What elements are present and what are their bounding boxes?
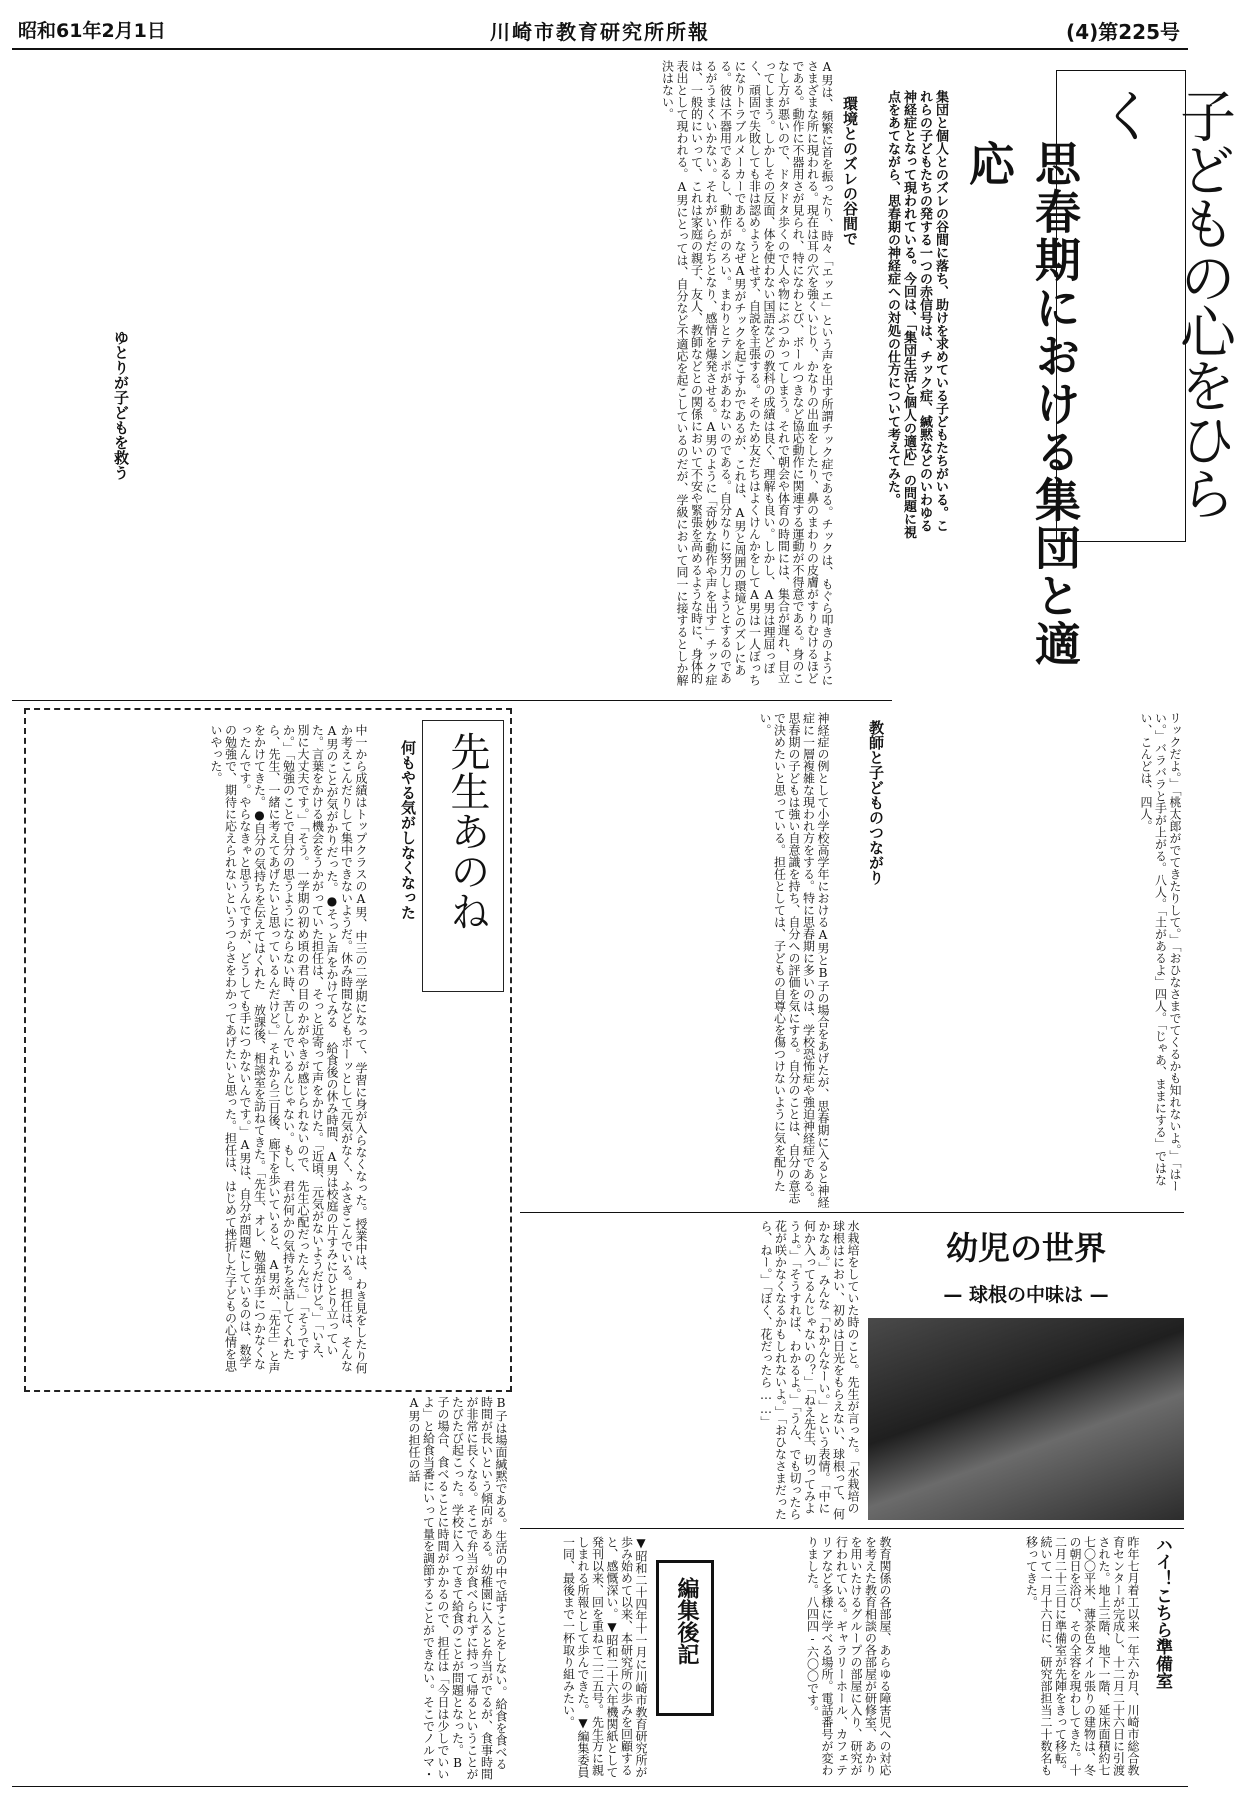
kids-world-body: 水栽培をしていた時のこと。先生が言った。「水栽培の球根はにおい、初めは日光をもらえない、球根って、何かなあ。」みんな「わかんなーい。」という表情。「中に何か入ってるんじゃないの？」「ねえ先生、切ってみようよ。」「そうすれば、わかるよ。」「うん、でも切ったら花が咲かなくなるかもしれないよ。」「おひなさまだったら、ねー。」「ぼく、花だったら……」 xyxy=(759,1220,860,1520)
lower-divider xyxy=(520,1528,1184,1529)
main-title: 思春期における集団と適応 xyxy=(962,140,1082,668)
editor-body: ▼昭和二十四年十一月に川崎市教育研究所が歩み始めて以来、本研究所の歩みを回顧すると、感慨深い。▼昭和二十六年機関紙として発刊以来、回を重ねて二二五号。先生方に親しまれる所報として歩んできた。▼編集委員一同、最後まで一杯取り組みたい。 xyxy=(561,1536,648,1778)
section-heading-yutori: ゆとりが子どもを救う xyxy=(112,330,130,480)
essay-body: 中一から成績はトップクラスのA男、中三の二学期になって、学習に身が入らなくなった。授業中は、わき見をしたり何か考えこんだりして集中できないようだ。休み時間などもボーッとして元気がなく、ふさぎこんでいる。担任は、そんなA男のことが気がかりだった。●そっと声をかけてみる 給食後の休み時間、A男は校庭の片すみにひとり立っていた。言葉をかける機会をうかがっていた担任は、そっと近寄って声をかけた。「近頃、元気がないようだけど。」「いえ、別に大丈夫です。」「そう。一学期の初め頃の君の目のかがやきが感じられないので、先生心配だったんだ。」「そうですか。」「勉強のことで自分の思うようにならない時、苦しんでいるんじゃない。もし、君が何かの気持ちを話してくれたら、先生、一緒に考えてあげたいと思っているんだけど。」それから三日後、廊下を歩いていると、A男が、「先生」と声をかけてきた。●自分の気持ちを伝えてはくれた 放課後、相談室を訪ねてきた。「先生、オレ、勉強が手につかなくなったんです。やらなきゃと思うんですが、どうしても手につかないんです。」A男は、自分が問題にしているのは、数学の勉強で、期待に応えられないというつらさをわかってあげたいと思った。担任は、はじめて挫折した子どもの心情を思いやった。 xyxy=(209,724,368,1374)
prep-room-title: ハイ！こちら準備室 xyxy=(1152,1536,1172,1689)
essay-box xyxy=(24,708,512,1392)
lead-paragraph: 集団と個人とのズレの谷間に落ち、助けを求めている子どもたちがいる。これらの子どもたちの発する一つの赤信号は、チック症、緘黙などのいわゆる神経症となって現われている。今回は、「集団生活と個人の適応」の問題に視点をあてながら、思春期の神経症への対処の仕方について考えてみた。 xyxy=(885,90,948,539)
section-heading-environment: 環境とのズレの谷間で xyxy=(841,96,859,246)
feature-divider xyxy=(12,700,892,701)
feature-body-lower: B子は場面緘黙である。生活の中で話すことをしない。給食を食べる時間が長いという傾向がある。幼稚園に入ると弁当がでるが、食事時間が非常に長くなる。そこで弁当が食べられずに持って帰るということがたびたび起こった。学校に入ってきて給食のことが問題となった。B子の場合、食べることに時間がかかるので、担任は「今日は少しでいいよ」と給食当番にいって量を調節することができない。そこでノルマ・A男の担任の話 xyxy=(407,1396,508,1780)
series-title: 子どもの心をひらく xyxy=(1091,87,1236,519)
kids-world-title: 幼児の世界 xyxy=(945,1229,1106,1267)
kids-world-photo xyxy=(868,1318,1184,1520)
essay-heading: 何もやる気がしなくなった xyxy=(399,740,417,920)
essay-title-frame xyxy=(422,720,504,992)
feature-body-middle: 神経症の例として小学校高学年におけるA男とB子の場合をあげたが、思春期に入ると神経症に一層複雑な現われ方をする。特に思春期に多いのは、学校恐怖症や強迫神経症である。思春期の子どもは強い自意識を持ち、自分への評価を気にする。自分のことは、自分の意志で決めたいと思っている。担任としては、子どもの自尊心を傷つけないように気を配りたい。 xyxy=(758,712,830,1208)
section-heading-teacher: 教師と子どものつながり xyxy=(867,720,885,885)
department-notes: 教育関係の各部屋、あらゆる障害児への対応を考えた教育相談の各部屋が研修室、あかりを用いたけるグループの部屋に入り、研究が行われている。ギャラリーホール、カフェテリアなど多様に学べる場所。電話番号が変わりました。八四四-六〇〇です。 xyxy=(805,1536,892,1776)
feature-body-upper: A男は、頻繁に首を振ったり、時々「エッエ」という声を出す所謂チック症である。チックは、もぐら叩きのようにさまざまな所に現われる。現在は耳の穴を強くいじり、かなりの出血をしたり、鼻のまわりの皮膚がすりむけるほどである。動作に不器用さが見られ、特になわとび、ボールつきなど協応動作に関連する運動が不得意である。身のこなし方が悪いので、ドタドタ歩くので人や物にぶつかってしまう。それで朝会や体育の時間には、集合が遅れ、目立ってしまう。しかしその反面、体を使わない国語などの教科の成績は良く、理解も良い。しかし、A男は理屈っぽく、頑固で失敗しても非は認めようとせず、自説を主張する。そのため友だちはよくけんかをしてA男は一人ぼっちになりトラブルメーカーである。なぜA男がチックを起こすかであるが、これは、A男と周囲の環境とのズレにある。彼は不器用であるし、動作がのろい。まわりとテンポがあわないのである。自分なりに努力しようとするのであるがうまくいかない。それがいらだちとなり、感情を爆発させる。A男のように「奇妙な動作や声を出す」チック症は、一般的にいって、これは家庭の親子、友人、教師などとの関係において不安や緊張を高めるような時に、身体的表出として現われる。A男にとっては、自分など不適応を起こしているのだが、学級において同一に接するとしか解決はない。 xyxy=(660,60,834,686)
page-header xyxy=(0,0,1200,50)
prep-room-body: 昨年七月着工以来一年六か月、川崎市総合教育センターが完成し、十二月二十六日に引渡された。地上三階、地下一階、延床面積約七七〇〇平米、薄茶色タイル張りの建物は、冬の朝日を浴び、その全容を現わしてきた。十二月二十三日に準備室が先陣をきって移転。続いて一月十六日に、研究部担当二十数名も移ってきた。 xyxy=(1024,1536,1140,1776)
kids-world-divider xyxy=(520,1212,1184,1215)
footer-rule xyxy=(12,1786,1188,1787)
publication-title: 川崎市教育研究所所報 xyxy=(490,20,710,44)
essay-title: 先生あのね xyxy=(444,731,490,931)
issue-number: (4)第225号 xyxy=(1066,20,1180,44)
header-rule xyxy=(12,48,1188,50)
editor-title-box xyxy=(656,1560,714,1716)
notes-right: リックだよ。」「桃太郎がでてきたりして。」「おひなさまでてくるかも知れないよ。」「はーい。」バラバラと手が上がる。八人。「土があるよ」四人。「じゃあ、ままにする」ではない、こんどは、四人。 xyxy=(1139,712,1182,1192)
editor-title: 編集後記 xyxy=(674,1577,699,1665)
kids-world-subtitle: — 球根の中味は — xyxy=(943,1284,1109,1306)
issue-date: 昭和61年2月1日 xyxy=(18,20,166,42)
